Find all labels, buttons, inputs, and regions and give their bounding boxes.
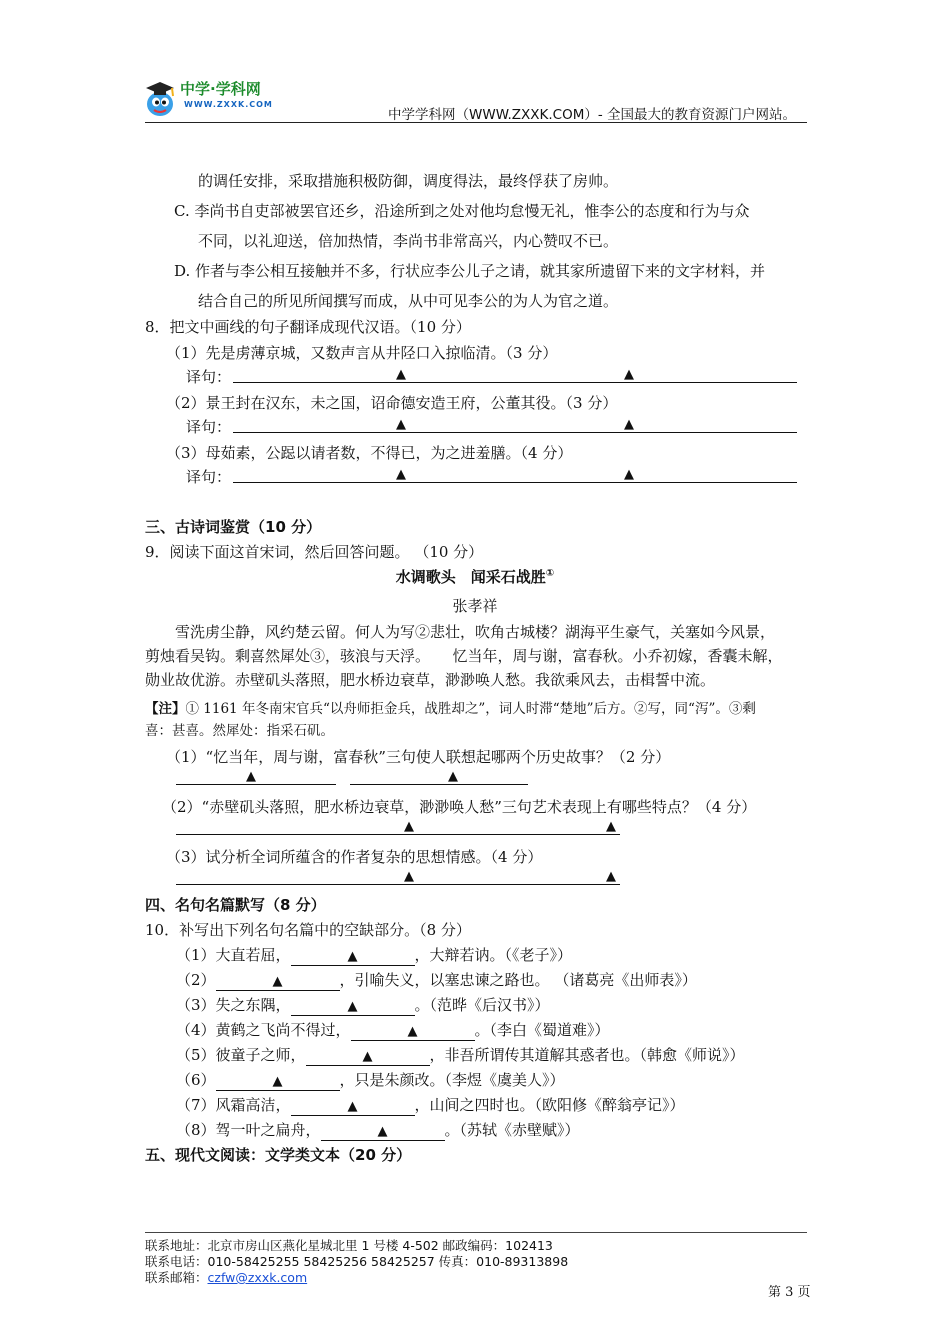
footer-divider [145,1232,807,1233]
q8-answer-blank-1[interactable] [233,382,797,383]
q10-item-3 [176,994,550,1016]
q10-item-2-pre: （2） [176,971,216,989]
q8-title: 8．把文中画线的句子翻译成现代汉语。（10 分） [145,318,471,336]
q10-item-4-pre: （4）黄鹤之飞尚不得过， [176,1021,351,1039]
footer-phone: 联系电话：010-58425255 58425256 58425257 传真：010-89313898 [145,1254,569,1269]
q9-sub-1: （1）“忆当年，周与谢，富春秋”三句使人联想起哪两个历史故事？（2 分） [166,748,671,766]
header-divider [145,122,807,123]
note-text-1: ① 1161 年冬南宋官兵“以舟师拒金兵，战胜却之”，词人时滞“楚地”后方。②写，同“泻”。③剩 [185,701,756,717]
poem-line-1: 雪洗虏尘静，风约楚云留。何人为写②悲壮，吹角古城楼？湖海平生豪气，关塞如今风景， [175,623,776,641]
q10-item-8-blank[interactable] [321,1124,445,1141]
site-logo[interactable] [140,74,290,120]
q8-item-1: （1）先是虏薄京城，又数声言从井陉口入掠临清。（3 分） [166,344,558,362]
answer-marker-icon: ▲ [396,467,406,482]
poem-note-line-1 [145,697,756,717]
footer-email-line [145,1268,307,1286]
q8-answer-blank-3[interactable] [233,482,797,483]
q10-item-4 [176,1019,610,1041]
poem-title [0,566,950,587]
q10-item-4-post: 。（李白《蜀道难》） [474,1021,610,1039]
q10-item-5-post: ，非吾所谓传其道解其惑者也。（韩愈《师说》） [429,1046,745,1064]
answer-marker-icon: ▲ [624,417,634,432]
answer-marker-icon: ▲ [404,869,414,884]
q9-1-answer-blank-a[interactable] [176,784,336,785]
q8-item-3: （3）母茹素，公跽以请者数，不得已，为之进羞膳。（4 分） [166,444,573,462]
q10-item-6 [176,1069,565,1091]
answer-marker-icon: ▲ [404,819,414,834]
answer-marker-icon: ▲ [347,999,358,1014]
q9-1-answer-blank-b[interactable] [350,784,528,785]
q10-item-5-blank[interactable] [306,1049,430,1066]
q10-item-1 [176,944,572,966]
poem-title-text: 水调歌头 闻采石战胜 [395,568,546,586]
option-b-continued: 的调任安排，采取措施积极防御，调度得法，最终俘获了房帅。 [198,172,619,190]
answer-marker-icon: ▲ [407,1024,418,1039]
answer-marker-icon: ▲ [606,869,616,884]
section4-heading: 四、名句名篇默写（8 分） [145,896,326,914]
q8-answer-label-3: 译句： [186,468,232,486]
q10-item-2-blank[interactable] [216,974,340,991]
footer-address: 联系地址：北京市房山区燕化星城北里 1 号楼 4-502 邮政编码：102413 [145,1238,553,1253]
q9-sub-3: （3）试分析全词所蕴含的作者复杂的思想情感。（4 分） [166,848,543,866]
answer-marker-icon: ▲ [347,949,358,964]
q10-item-1-post: ，大辩若讷。（《老子》） [414,946,573,964]
poem-line-3: 勋业故优游。赤壁矶头落照，肥水桥边衰草，渺渺唤人愁。我欲乘风去，击楫誓中流。 [145,671,716,689]
q9-sub-2: （2）“赤壁矶头落照，肥水桥边衰草，渺渺唤人愁”三句艺术表现上有哪些特点？（4 分） [162,798,757,816]
answer-marker-icon: ▲ [624,467,634,482]
poem-title-note: ① [545,568,555,579]
q10-title: 10．补写出下列名句名篇中的空缺部分。（8 分） [145,921,471,939]
q8-item-2: （2）景王封在汉东，未之国，诏命德安造王府，公董其役。（3 分） [166,394,618,412]
option-d-line1: D. 作者与李公相互接触并不多，行状应李公儿子之请，就其家所遗留下来的文字材料，并 [174,262,766,280]
q10-item-2 [176,969,697,991]
q10-item-7-pre: （7）风霜高洁， [176,1096,291,1114]
q10-item-1-blank[interactable] [291,949,415,966]
answer-marker-icon: ▲ [347,1099,358,1114]
q10-item-6-pre: （6） [176,1071,216,1089]
q10-item-6-post: ，只是朱颜改。（李煜《虞美人》） [339,1071,565,1089]
answer-marker-icon: ▲ [396,367,406,382]
q10-item-8-post: 。（苏轼《赤壁赋》） [444,1121,580,1139]
answer-marker-icon: ▲ [377,1124,388,1139]
answer-marker-icon: ▲ [246,769,256,784]
q10-item-3-pre: （3）失之东隅， [176,996,291,1014]
q10-item-7 [176,1094,685,1116]
poem-note-line-2: 喜：甚喜。然犀处：指采石矶。 [145,723,334,739]
poem-author: 张孝祥 [452,597,498,615]
q9-3-answer-blank[interactable] [176,884,620,885]
page-number: 第 3 页 [768,1285,811,1300]
q10-item-8-pre: （8）驾一叶之扁舟， [176,1121,321,1139]
q8-answer-blank-2[interactable] [233,432,797,433]
footer-email-link[interactable]: czfw@zxxk.com [207,1270,308,1285]
section5-heading: 五、现代文阅读：文学类文本（20 分） [145,1146,412,1164]
note-label: 【注】 [145,701,186,717]
option-c-line2: 不同，以礼迎送，倍加热情，李尚书非常高兴，内心赞叹不已。 [198,232,619,250]
q8-answer-label-2: 译句： [186,418,232,436]
q9-title: 9．阅读下面这首宋词，然后回答问题。 （10 分） [145,543,484,561]
q10-item-3-post: 。（范晔《后汉书》） [414,996,550,1014]
header-site-line: 中学学科网（WWW.ZXXK.COM）- 全国最大的教育资源门户网站。 [388,107,797,123]
mascot-icon [140,74,180,120]
q10-item-4-blank[interactable] [351,1024,475,1041]
q10-item-3-blank[interactable] [291,999,415,1016]
answer-marker-icon: ▲ [448,769,458,784]
q10-item-8 [176,1119,580,1141]
option-c-line1: C. 李尚书自吏部被罢官还乡，沿途所到之处对他均怠慢无礼，惟李公的态度和行为与众 [174,202,750,220]
poem-line-2: 剪烛看吴钩。剩喜然犀处③，骇浪与天浮。 忆当年，周与谢，富春秋。小乔初嫁，香囊未解， [145,647,783,665]
logo-subtext: WWW.ZXXK.COM [184,100,273,109]
q10-item-2-post: ，引喻失义，以塞忠谏之路也。 （诸葛亮《出师表》） [339,971,697,989]
answer-marker-icon: ▲ [362,1049,373,1064]
q9-2-answer-blank[interactable] [176,834,620,835]
answer-marker-icon: ▲ [272,974,283,989]
answer-marker-icon: ▲ [396,417,406,432]
q10-item-1-pre: （1）大直若屈， [176,946,291,964]
q10-item-7-blank[interactable] [291,1099,415,1116]
q10-item-5-pre: （5）彼童子之师， [176,1046,306,1064]
q10-item-6-blank[interactable] [216,1074,340,1091]
answer-marker-icon: ▲ [272,1074,283,1089]
footer-email-label: 联系邮箱： [145,1270,208,1285]
option-d-line2: 结合自己的所见所闻撰写而成，从中可见李公的为人为官之道。 [198,292,619,310]
answer-marker-icon: ▲ [624,367,634,382]
q10-item-7-post: ，山间之四时也。（欧阳修《醉翁亭记》） [414,1096,685,1114]
logo-text: 中学·学科网 [180,80,261,98]
q10-item-5 [176,1044,745,1066]
section3-heading: 三、古诗词鉴赏（10 分） [145,518,322,536]
q8-answer-label-1: 译句： [186,368,232,386]
answer-marker-icon: ▲ [606,819,616,834]
